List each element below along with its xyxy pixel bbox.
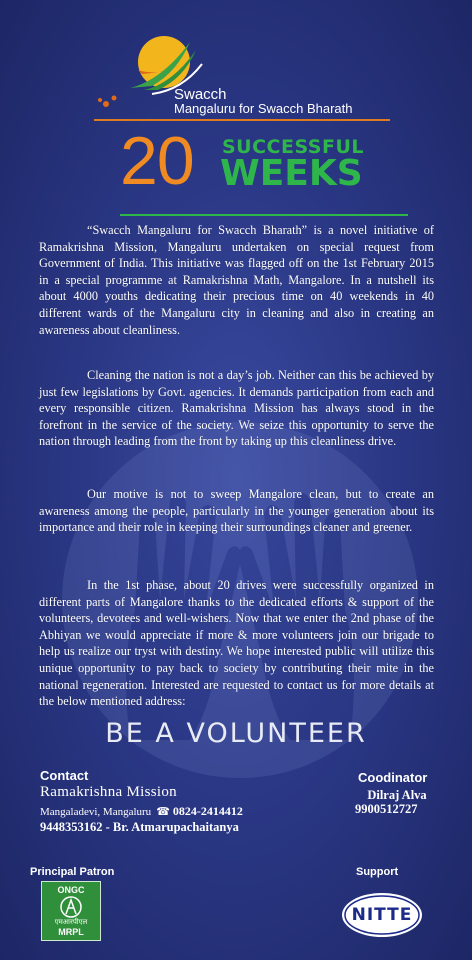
body-paragraph-2: Cleaning the nation is not a day’s job. Neither can this be achieved by just few legislations by Govt. agencies. It demands participation from each and every responsible citizen. Ramakrishna Mission has always stood in the forefront in the service of the society. We seize this opportunity to serve the nation through leading from the front by taking up this cleanliness drive.	[39, 368, 434, 449]
ongc-logo-icon	[41, 881, 101, 941]
coordinator-phone: 9900512727	[355, 802, 418, 816]
ongc-logo-hindi-text: एमआरपीएल	[54, 918, 88, 926]
contact-address: Mangaladevi, Mangaluru	[40, 806, 152, 818]
nitte-logo-text: NITTE	[351, 905, 413, 925]
logo-subtitle: Mangaluru for Swacch Bharath	[174, 101, 353, 116]
headline-number: 20	[120, 123, 194, 199]
contact-heading: Contact	[40, 768, 89, 783]
green-divider	[120, 214, 408, 216]
nitte-logo-icon	[340, 890, 424, 940]
refinery-icon	[58, 896, 84, 918]
contact-mobile: 9448353162 - Br. Atmarupachaitanya	[40, 820, 239, 834]
body-paragraph-3: Our motive is not to sweep Mangalore clean, but to create an awareness among the people, particularly in the younger generation about its importance and their role in keeping their surroundings cleaner and greener.	[39, 487, 434, 535]
headline-weeks: WEEKS	[220, 153, 363, 194]
support-heading: Support	[356, 866, 399, 878]
contact-phone: 0824-2414412	[172, 804, 243, 818]
ongc-logo-bottom-text: MRPL	[58, 927, 84, 937]
phone-icon: ☎	[156, 806, 170, 818]
patron-heading: Principal Patron	[30, 866, 115, 878]
coordinator-heading: Coodinator	[358, 770, 428, 785]
contact-address-line	[40, 804, 243, 819]
swacch-logo	[92, 28, 392, 120]
headline-successful: SUCCESSFUL	[222, 136, 365, 158]
body-paragraph-1: “Swacch Mangaluru for Swacch Bharath” is a novel initiative of Ramakrishna Mission, Mangaluru undertaken on special request from Government of India. This initiative was flagged off on the 1st February 2015 in a special programme at Ramakrishna Math, Mangalore. In a nutshell its about 4000 youths dedicating their precious time on 40 weekends in 40 different wards of the Mangaluru city in cleaning and also in creating an awareness about cleanliness.	[39, 223, 434, 337]
contact-organization: Ramakrishna Mission	[40, 784, 177, 800]
orange-divider	[94, 119, 390, 121]
ongc-logo-top-text: ONGC	[57, 885, 85, 895]
volunteer-callout: BE A VOLUNTEER	[105, 718, 367, 749]
body-paragraph-4: In the 1st phase, about 20 drives were successfully organized in different parts of Mangalore thanks to the dedicated efforts & support of the volunteers, devotees and well-wishers. Now that we enter the 2nd phase of the Abhiyan we would appreciate if more & more volunteers join our brigade to help us realize our tryst with destiny. We hope interested public will utilize this unique opportunity to pay back to society by contributing their mite in the national regeneration. Interested are requested to contact us for more details at the below mentioned address:	[39, 578, 434, 709]
coordinator-name: Dilraj Alva	[367, 788, 427, 802]
logo-title: Swacch	[174, 86, 227, 103]
